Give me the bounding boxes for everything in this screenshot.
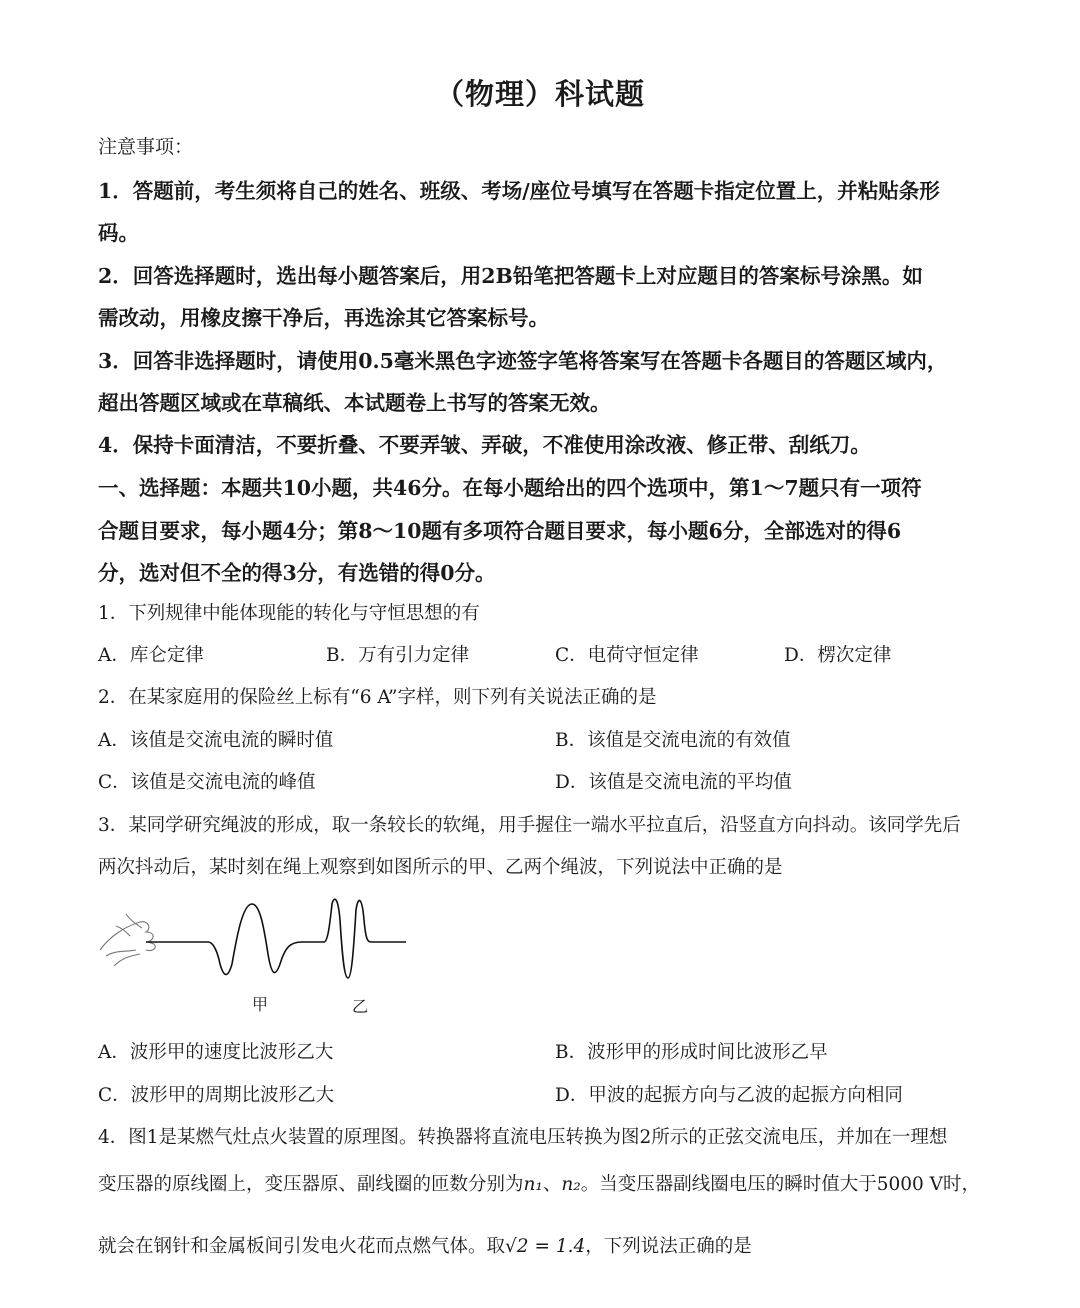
question-4-stem: 4．图1是某燃气灶点火装置的原理图。转换器将直流电压转换为图2所示的正弦交流电压，并加在一理想 [98, 1127, 948, 1148]
hand-icon [100, 914, 155, 966]
q4-separator: 、 [542, 1174, 562, 1195]
section-instruction: 一、选择题：本题共10小题，共46分。在每小题给出的四个选项中，第1～7题只有一项符 [98, 476, 922, 500]
notice-line: 3．回答非选择题时，请使用0.5毫米黑色字迹签字笔将答案写在答题卡各题目的答题区域内， [98, 349, 948, 373]
notice-line: 需改动，用橡皮擦干净后，再选涂其它答案标号。 [98, 306, 549, 330]
sqrt-expression: √2 = 1.4 [505, 1236, 586, 1257]
n1-symbol: n₁ [523, 1174, 543, 1195]
q3-option-a[interactable]: A．波形甲的速度比波形乙大 [98, 1042, 334, 1063]
question-2-stem: 2．在某家庭用的保险丝上标有“6 A”字样，则下列有关说法正确的是 [98, 687, 657, 708]
q4-text: ，下列说法正确的是 [585, 1236, 752, 1257]
q1-option-d[interactable]: D．楞次定律 [784, 645, 892, 666]
question-3-stem: 两次抖动后，某时刻在绳上观察到如图所示的甲、乙两个绳波，下列说法中正确的是 [98, 857, 783, 878]
q1-option-c[interactable]: C．电荷守恒定律 [555, 645, 699, 666]
q4-text: 就会在钢针和金属板间引发电火花而点燃气体。取 [98, 1236, 506, 1257]
q3-option-b[interactable]: B．波形甲的形成时间比波形乙早 [555, 1042, 828, 1063]
wave-label-yi: 乙 [352, 997, 369, 1016]
rope-wave [146, 899, 406, 978]
n2-symbol: n₂ [561, 1174, 581, 1195]
q4-text: 。当变压器副线圈电压的瞬时值大于5000 V时， [580, 1174, 981, 1195]
rope-wave-figure [96, 892, 416, 1022]
q2-option-c[interactable]: C．该值是交流电流的峰值 [98, 772, 316, 793]
notice-line: 1．答题前，考生须将自己的姓名、班级、考场/座位号填写在答题卡指定位置上，并粘贴条形 [98, 179, 940, 203]
notice-line: 码。 [98, 221, 139, 245]
question-3-stem: 3．某同学研究绳波的形成，取一条较长的软绳，用手握住一端水平拉直后，沿竖直方向抖动。该同学先后 [98, 815, 961, 836]
q2-option-b[interactable]: B．该值是交流电流的有效值 [555, 730, 791, 751]
question-4-stem [98, 1232, 752, 1258]
section-instruction: 合题目要求，每小题4分；第8～10题有多项符合题目要求，每小题6分，全部选对的得6 [98, 519, 902, 543]
section-instruction: 分，选对但不全的得3分，有选错的得0分。 [98, 561, 496, 585]
notice-line: 2．回答选择题时，选出每小题答案后，用2B铅笔把答题卡上对应题目的答案标号涂黑。如 [98, 264, 923, 288]
q2-option-d[interactable]: D．该值是交流电流的平均值 [555, 772, 792, 793]
notice-line: 4．保持卡面清洁，不要折叠、不要弄皱、弄破，不准使用涂改液、修正带、刮纸刀。 [98, 433, 871, 457]
notice-line: 超出答题区域或在草稿纸、本试题卷上书写的答案无效。 [98, 391, 611, 415]
q2-option-a[interactable]: A．该值是交流电流的瞬时值 [98, 730, 334, 751]
q1-option-a[interactable]: A．库仑定律 [98, 645, 204, 666]
q3-option-c[interactable]: C．波形甲的周期比波形乙大 [98, 1085, 335, 1106]
page-title: （物理）科试题 [434, 77, 645, 111]
question-1-stem: 1．下列规律中能体现能的转化与守恒思想的有 [98, 603, 480, 624]
q3-option-d[interactable]: D．甲波的起振方向与乙波的起振方向相同 [555, 1085, 903, 1106]
notice-heading: 注意事项： [98, 136, 194, 158]
question-4-stem [98, 1170, 980, 1196]
wave-label-jia: 甲 [252, 995, 269, 1014]
q1-option-b[interactable]: B．万有引力定律 [326, 645, 470, 666]
q4-text: 变压器的原线圈上，变压器原、副线圈的匝数分别为 [98, 1174, 524, 1195]
